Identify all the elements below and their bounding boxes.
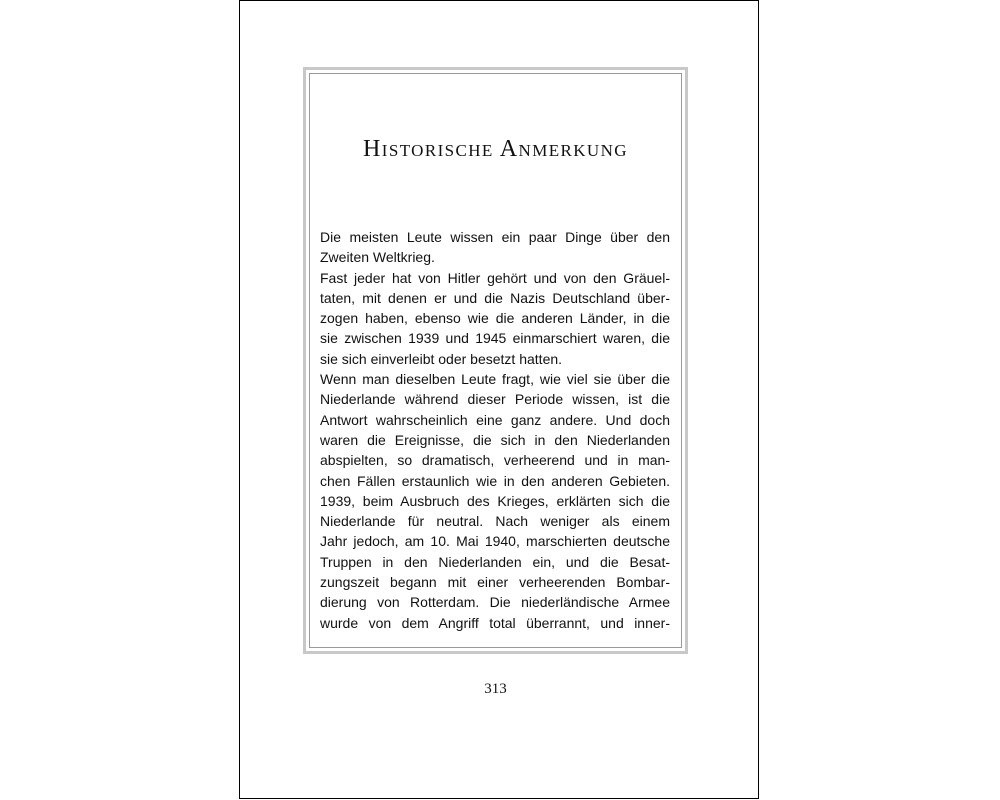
text-line: chen Fällen erstaunlich wie in den anderen Gebieten. [320,472,670,489]
text-line: Die meisten Leute wissen ein paar Dinge über den [320,229,670,245]
text-line: Niederlande für neutral. Nach weniger als einem [320,513,670,530]
text-line: abspielten, so dramatisch, verheerend und in man- [320,452,670,469]
text-line: waren die Ereignisse, die sich in den Niederlanden [320,431,670,448]
chapter-title: Historische Anmerkung [363,136,628,162]
text-line: Fast jeder hat von Hitler gehört und von den Gräuel- [320,269,670,286]
text-line: sie zwischen 1939 und 1945 einmarschiert waren, die [320,330,670,347]
text-line: Jahr jedoch, am 10. Mai 1940, marschierten deutsche [320,533,670,550]
text-line: taten, mit denen er und die Nazis Deutschland über- [320,289,670,306]
text-line: 1939, beim Ausbruch des Krieges, erklärten sich die [320,492,670,509]
text-line: Zweiten Weltkrieg. [320,249,435,266]
text-line: Antwort wahrscheinlich eine ganz andere. Und doch [320,411,670,428]
page-number: 313 [484,681,507,697]
text-line: sie sich einverleibt oder besetzt hatten. [320,350,563,367]
text-line: wurde von dem Angriff total überrannt, und inner- [320,614,670,631]
text-line: dierung von Rotterdam. Die niederländische Armee [320,594,670,611]
text-line: zungszeit begann mit einer verheerenden Bombar- [320,574,670,591]
body-text [320,227,670,633]
text-line: Wenn man dieselben Leute fragt, wie viel sie über die [320,371,670,388]
text-line: zogen haben, ebenso wie die anderen Länder, in die [320,310,670,327]
text-line: Niederlande während dieser Periode wissen, ist die [320,391,670,408]
text-line: Truppen in den Niederlanden ein, und die Besat- [320,553,670,570]
